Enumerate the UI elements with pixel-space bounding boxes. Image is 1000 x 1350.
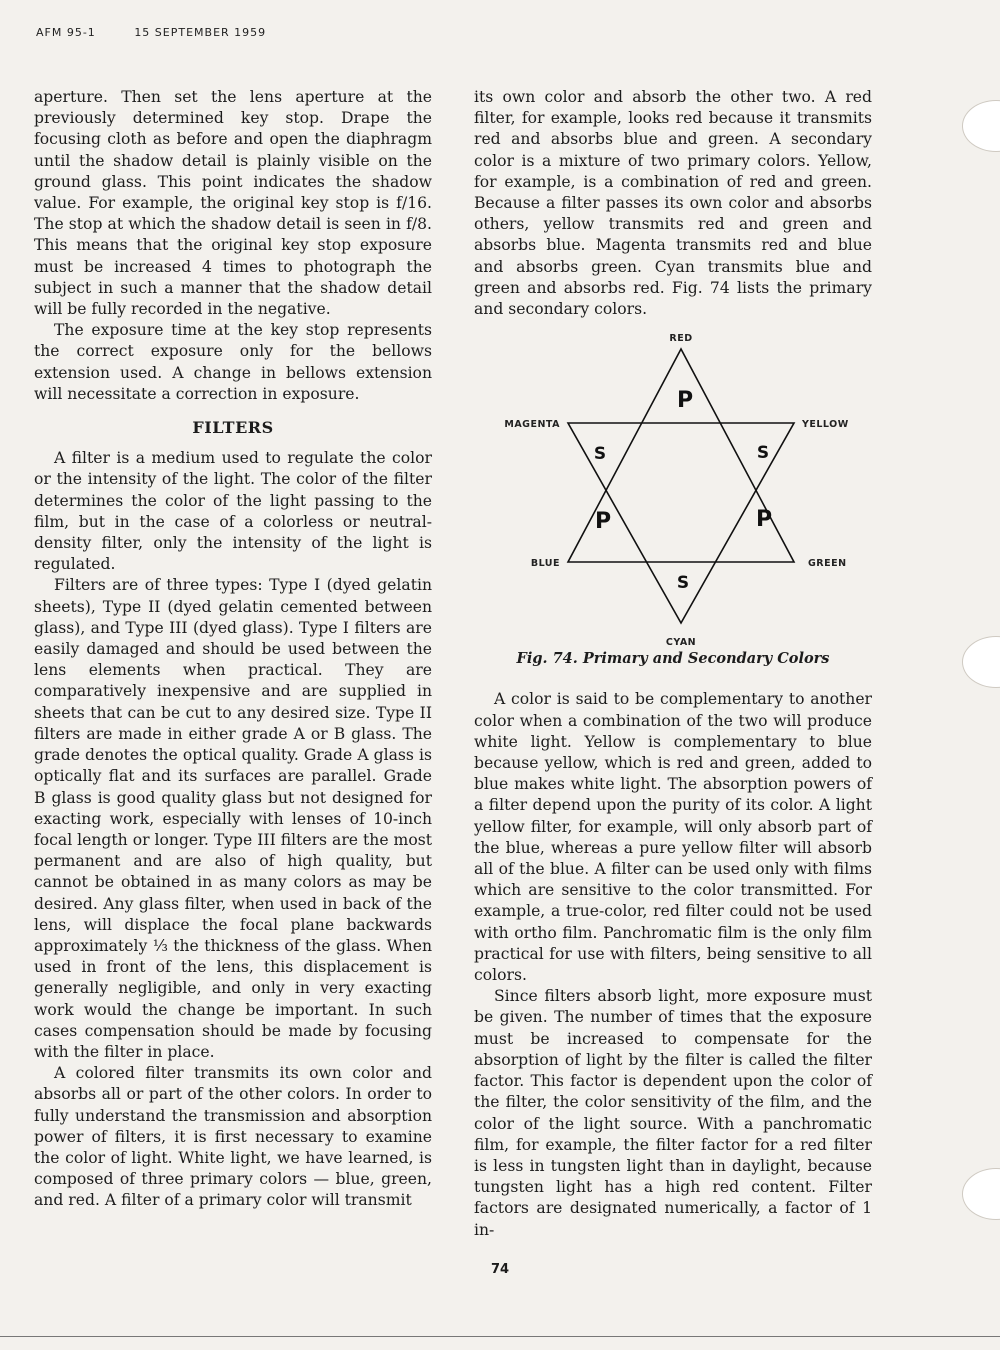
- page-number: 74: [490, 1262, 510, 1277]
- label-cyan: CYAN: [665, 637, 697, 647]
- mark-secondary-right: S: [756, 443, 770, 464]
- label-blue: BLUE: [530, 558, 560, 570]
- color-star-figure: [474, 326, 872, 646]
- right-paragraph-3: Since filters absorb light, more exposure must be given. The number of times that the exposure must be increased to compensate for the absorption of light by the filter is called the filter factor. This factor is dependent upon the color of the filter, the color sensitivity of the film, and the color of the light source. With a panchromatic film, for example, the filter factor for a red filter is less in tungsten light than in daylight, because tungsten light has a high red content. Filter factors are designated numerically, a factor of 1 in-: [474, 987, 872, 1239]
- label-red: RED: [669, 333, 693, 345]
- binder-hole-bottom: [962, 1168, 1000, 1220]
- page-edge-line: [0, 1336, 1000, 1337]
- running-header: [36, 26, 300, 39]
- mark-secondary-bottom: S: [676, 573, 690, 594]
- mark-primary-top: P: [676, 388, 694, 414]
- section-heading-filters: FILTERS: [192, 418, 274, 438]
- right-paragraph-1: its own color and absorb the other two. A red filter, for example, looks red because it transmits red and absorbs blue and green. A secondary color is a mixture of two primary colors. Yellow, for example, is a combination of red and green. Because a filter passes its own color and absorbs others, yellow transmits red and green and absorbs blue. Magenta transmits red and blue and absorbs green. Cyan transmits blue and green and absorbs red. Fig. 74 lists the primary and secondary colors.: [474, 88, 872, 319]
- binder-hole-middle: [962, 636, 1000, 688]
- color-star-diagram: [474, 326, 872, 646]
- binder-hole-top: [962, 100, 1000, 152]
- left-column: [34, 87, 432, 1212]
- mark-primary-left: P: [594, 509, 612, 535]
- mark-secondary-left: S: [593, 444, 607, 465]
- document-date: 15 SEPTEMBER 1959: [134, 26, 267, 39]
- right-paragraph-2: A color is said to be complementary to another color when a combination of the two will produce white light. Yellow is complementary to blue because yellow, which is red and green, added to blue makes white light. The absorption powers of a filter depend upon the purity of its color. A light yellow filter, for example, will only absorb part of the blue, whereas a pure yellow filter will absorb all of the blue. A filter can be used only with films which are sensitive to the color transmitted. For example, a true-color, red filter could not be used with ortho film. Panchromatic film is the only film practical for use with filters, being sensitive to all colors.: [474, 690, 872, 985]
- left-paragraph-5: A colored filter transmits its own color and absorbs all or part of the other colors. In order to fully understand the transmission and absorption power of filters, it is first necessary to examine the color of light. White light, we have learned, is composed of three primary colors — blue, green, and red. A filter of a primary color will transmit: [34, 1064, 432, 1210]
- figure-caption: Fig. 74. Primary and Secondary Colors: [516, 650, 830, 668]
- mark-primary-right: P: [755, 507, 773, 533]
- right-column: [474, 87, 872, 1241]
- label-green: GREEN: [808, 558, 847, 570]
- left-paragraph-2: The exposure time at the key stop represents the correct exposure only for the bellows extension used. A change in bellows extension will necessitate a correction in exposure.: [34, 321, 432, 403]
- left-paragraph-4: Filters are of three types: Type I (dyed gelatin sheets), Type II (dyed gelatin cemented between glass), and Type III (dyed glass). Type I filters are easily damaged and should be used between the lens elements when practical. They are comparatively inexpensive and are supplied in sheets that can be cut to any desired size. Type II filters are made in either grade A or B glass. The grade denotes the optical quality. Grade A glass is optically flat and its surfaces are parallel. Grade B glass is good quality glass but not designed for exacting work, especially with lenses of 10-inch focal length or longer. Type III filters are the most permanent and are also of high quality, but cannot be obtained in as many colors as may be desired. Any glass filter, when used in back of the lens, will displace the focal plane backwards approximately ⅓ the thickness of the glass. When used in front of the lens, this displacement is generally negligible, and only in very exacting work would the change be important. In such cases compensation should be made by focusing with the filter in place.: [34, 576, 432, 1061]
- left-paragraph-3: A filter is a medium used to regulate the color or the intensity of the light. The color of the filter determines the color of the light passing to the film, but in the case of a colorless or neutral-density filter, only the intensity of the light is regulated.: [34, 449, 432, 574]
- left-paragraph-1: aperture. Then set the lens aperture at the previously determined key stop. Drape the focusing cloth as before and open the diaphragm until the shadow detail is plainly visible on the ground glass. This point indicates the shadow value. For example, the original key stop is f/16. The stop at which the shadow detail is seen in f/8. This means that the original key stop exposure must be increased 4 times to photograph the subject in such a manner that the shadow detail will be fully recorded in the negative.: [34, 88, 432, 319]
- document-id: AFM 95-1: [36, 26, 96, 39]
- label-yellow: YELLOW: [802, 419, 849, 431]
- label-magenta: MAGENTA: [504, 419, 560, 431]
